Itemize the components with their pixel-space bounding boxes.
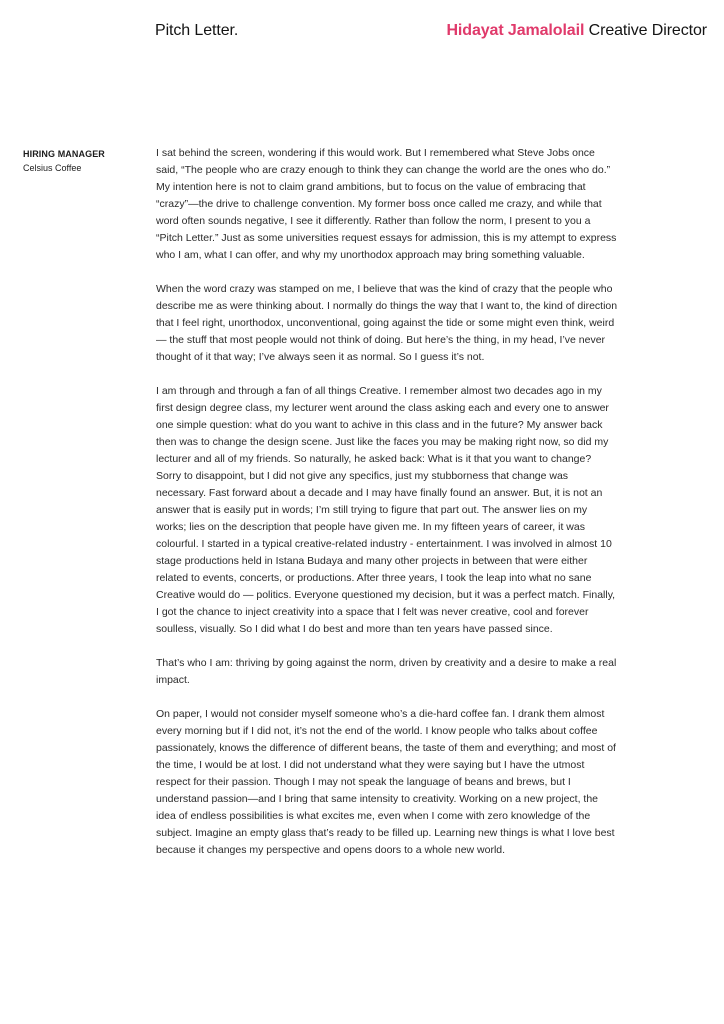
- author-role: Creative Director: [588, 22, 707, 39]
- paragraph-coffee: On paper, I would not consider myself someone who’s a die-hard coffee fan. I drank them almost every morning but if I did not, it’s not the end of the world. I know people who talks about coffee passionately, knows the difference of different beans, the taste of them and everything; and most of the time, I would be at lost. I did not understand what they were saying but I have the utmost respect for their passion. Though I may not speak the language of beans and brews, but I understand passion—and I bring that same intensity to creativity. Working on a new project, the idea of endless possibilities is what excites me, even when I come with zero knowledge of the subject. Imagine an empty glass that’s ready to be filled up. Learning new things is what I love best because it changes my perspective and opens doors to a whole new world.: [156, 708, 616, 856]
- recipient-label: HIRING MANAGER: [23, 149, 105, 159]
- author-name: Hidayat Jamalolail: [446, 22, 585, 39]
- paragraph-crazy: When the word crazy was stamped on me, I believe that was the kind of crazy that the people who describe me as were thinking about. I normally do things the way that I want to, the kind of direction that I feel right, unorthodox, unconventional, going against the tide or some might even think, weird — the stuff that most people would not think of doing. But here’s the thing, in my head, I’ve never thought of it that way; I’ve always seen it as normal. So I guess it’s not.: [156, 283, 618, 363]
- paragraph-intro: I sat behind the screen, wondering if this would work. But I remembered what Steve Jobs once said, “The people who are crazy enough to think they can change the world are the ones who do.” My intention here is not to claim grand ambitions, but to focus on the value of embracing that “crazy”—the drive to challenge convention. My former boss once called me crazy, and while that word often sounds negative, I see it differently. Rather than follow the norm, I present to you a “Pitch Letter.” Just as some universities request essays for admission, this is my attempt to express who I am, what I can offer, and why my unorthodox approach may bring something valuable.: [156, 147, 617, 261]
- recipient-block: [23, 147, 105, 175]
- author-signature: [446, 22, 707, 40]
- paragraph-career: I am through and through a fan of all things Creative. I remember almost two decades ago in my first design degree class, my lecturer went around the class asking each and every one to answer one simple question: what do you want to achive in this class and in the future? My answer back then was to change the design scene. Just like the faces you may be making right now, so did my lecturer and all of my friends. So naturally, he asked back: What is it that you want to change? Sorry to disappoint, but I did not give any specifics, just my stubborness that change was necessary. Fast forward about a decade and I may have finally found an answer. But, it is not an answer that is easily put in words; I’m still trying to figure that part out. The answer lies on my works; lies on the description that people have given me. In my fifteen years of career, it was colourful. I started in a typical creative-related industry - entertainment. I was involved in almost 10 stage productions held in Istana Budaya and many other projects in between that were either related to events, concerts, or productions. After three years, I took the leap into what no sane Creative would do — politics. Everyone questioned my decision, but it was a perfect match. Finally, I got the chance to inject creativity into a space that I felt was never creative, cool and forever soulless, visually. So I did what I do best and more than ten years have passed since.: [156, 385, 616, 635]
- document-title: Pitch Letter.: [155, 22, 239, 39]
- paragraph-summary: That’s who I am: thriving by going against the norm, driven by creativity and a desire to make a real impact.: [156, 657, 617, 686]
- letter-body: [156, 145, 618, 876]
- recipient-company: Celsius Coffee: [23, 163, 82, 173]
- page-header: [0, 20, 724, 44]
